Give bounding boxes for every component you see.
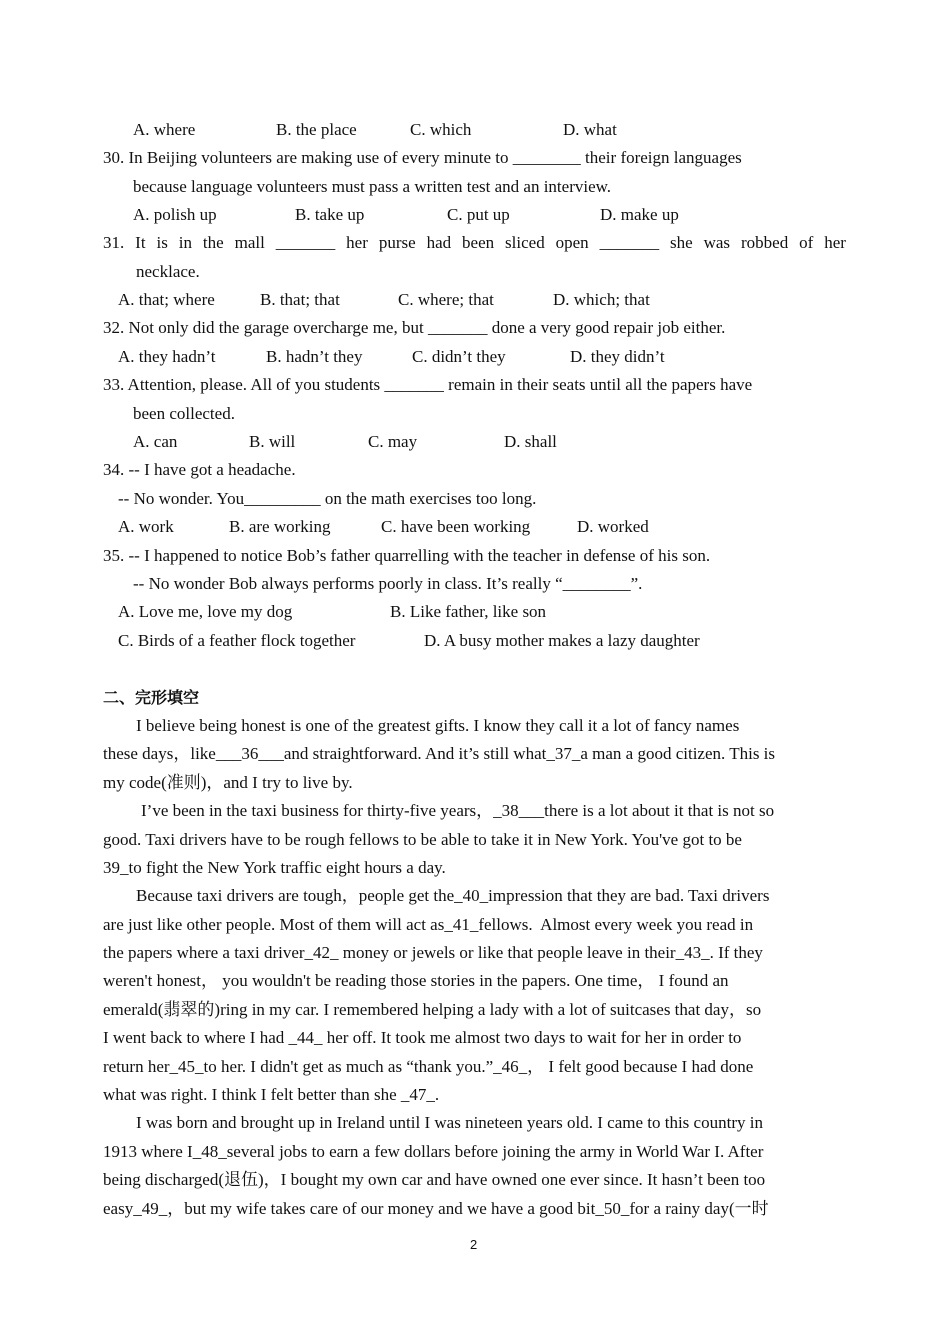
q33-option-a: A. can xyxy=(133,432,178,451)
cloze-line: 1913 where I_48_several jobs to earn a few dollars before joining the army in World War I. After xyxy=(103,1142,764,1161)
q31-option-c: C. where; that xyxy=(398,290,494,309)
cloze-line: 39_to fight the New York traffic eight hours a day. xyxy=(103,858,446,877)
q32-option-c: C. didn’t they xyxy=(412,347,506,366)
q32-option-b: B. hadn’t they xyxy=(266,347,363,366)
cloze-line: being discharged(退伍)，I bought my own car and have owned one ever since. It hasn’t been too xyxy=(103,1170,766,1189)
q30-option-c: C. put up xyxy=(447,205,510,224)
q29-option-b: B. the place xyxy=(276,120,357,139)
cloze-line: I was born and brought up in Ireland until I was nineteen years old. I came to this country in xyxy=(136,1113,763,1132)
cloze-line: the papers where a taxi driver_42_ money or jewels or like that people leave in their_43_. If they xyxy=(103,943,763,962)
cloze-line: emerald(翡翠的)ring in my car. I remembered helping a lady with a lot of suitcases that day，so xyxy=(103,1000,762,1019)
cloze-line: my code(准则)，and I try to live by. xyxy=(103,773,353,792)
page-number: 2 xyxy=(470,1237,478,1252)
q30-option-a: A. polish up xyxy=(133,205,217,224)
q35-stem-line2: -- No wonder Bob always performs poorly in class. It’s really “________”. xyxy=(133,574,643,593)
q33-option-b: B. will xyxy=(249,432,296,451)
q33-stem-line2: been collected. xyxy=(133,404,235,423)
cloze-line: are just like other people. Most of them will act as_41_fellows. Almost every week you read in xyxy=(103,915,754,934)
q34-option-a: A. work xyxy=(118,517,174,536)
cloze-line: I went back to where I had _44_ her off. It took me almost two days to wait for her in order to xyxy=(103,1028,742,1047)
q35-option-c: C. Birds of a feather flock together xyxy=(118,631,356,650)
q34-stem-line1: 34. -- I have got a headache. xyxy=(103,460,296,479)
q35-option-d: D. A busy mother makes a lazy daughter xyxy=(424,631,700,650)
q34-stem-line2: -- No wonder. You_________ on the math exercises too long. xyxy=(118,489,537,508)
cloze-line: I believe being honest is one of the greatest gifts. I know they call it a lot of fancy names xyxy=(136,716,740,735)
q30-option-d: D. make up xyxy=(600,205,679,224)
q34-option-b: B. are working xyxy=(229,517,331,536)
cloze-line: I’ve been in the taxi business for thirty-five years，_38___there is a lot about it that is not so xyxy=(141,801,775,820)
q29-option-a: A. where xyxy=(133,120,196,139)
cloze-line: easy_49_，but my wife takes care of our money and we have a good bit_50_for a rainy day(一时 xyxy=(103,1199,769,1218)
cloze-line: what was right. I think I felt better than she _47_. xyxy=(103,1085,440,1104)
q30-option-b: B. take up xyxy=(295,205,365,224)
q31-option-a: A. that; where xyxy=(118,290,215,309)
q32-option-a: A. they hadn’t xyxy=(118,347,216,366)
q34-option-d: D. worked xyxy=(577,517,649,536)
section-heading-cloze: 二、完形填空 xyxy=(103,688,200,707)
q31-option-d: D. which; that xyxy=(553,290,650,309)
q35-stem-line1: 35. -- I happened to notice Bob’s father quarrelling with the teacher in defense of his son. xyxy=(103,546,711,565)
q29-option-d: D. what xyxy=(563,120,617,139)
q30-stem-line1: 30. In Beijing volunteers are making use of every minute to ________ their foreign languages xyxy=(103,148,742,167)
cloze-line: Because taxi drivers are tough，people get the_40_impression that they are bad. Taxi drivers xyxy=(136,886,770,905)
q33-option-c: C. may xyxy=(368,432,418,451)
q35-option-a: A. Love me, love my dog xyxy=(118,602,293,621)
cloze-line: weren't honest， you wouldn't be reading those stories in the papers. One time， I found an xyxy=(103,971,729,990)
q32-stem-line1: 32. Not only did the garage overcharge me, but _______ done a very good repair job either. xyxy=(103,318,726,337)
q33-option-d: D. shall xyxy=(504,432,557,451)
q31-stem-line2: necklace. xyxy=(136,262,200,281)
cloze-line: these days，like___36___and straightforward. And it’s still what_37_a man a good citizen. This is xyxy=(103,744,776,763)
q35-option-b: B. Like father, like son xyxy=(390,602,547,621)
q34-option-c: C. have been working xyxy=(381,517,531,536)
cloze-line: good. Taxi drivers have to be rough fellows to be able to take it in New York. You've got to be xyxy=(103,830,742,849)
q32-option-d: D. they didn’t xyxy=(570,347,665,366)
q33-stem-line1: 33. Attention, please. All of you students _______ remain in their seats until all the papers have xyxy=(103,375,753,394)
q31-option-b: B. that; that xyxy=(260,290,340,309)
q29-option-c: C. which xyxy=(410,120,472,139)
q31-stem-line1: 31. It is in the mall _______ her purse had been sliced open _______ she was robbed of her xyxy=(103,233,846,252)
q30-stem-line2: because language volunteers must pass a written test and an interview. xyxy=(133,177,612,196)
cloze-line: return her_45_to her. I didn't get as much as “thank you.”_46_， I felt good because I had done xyxy=(103,1057,754,1076)
